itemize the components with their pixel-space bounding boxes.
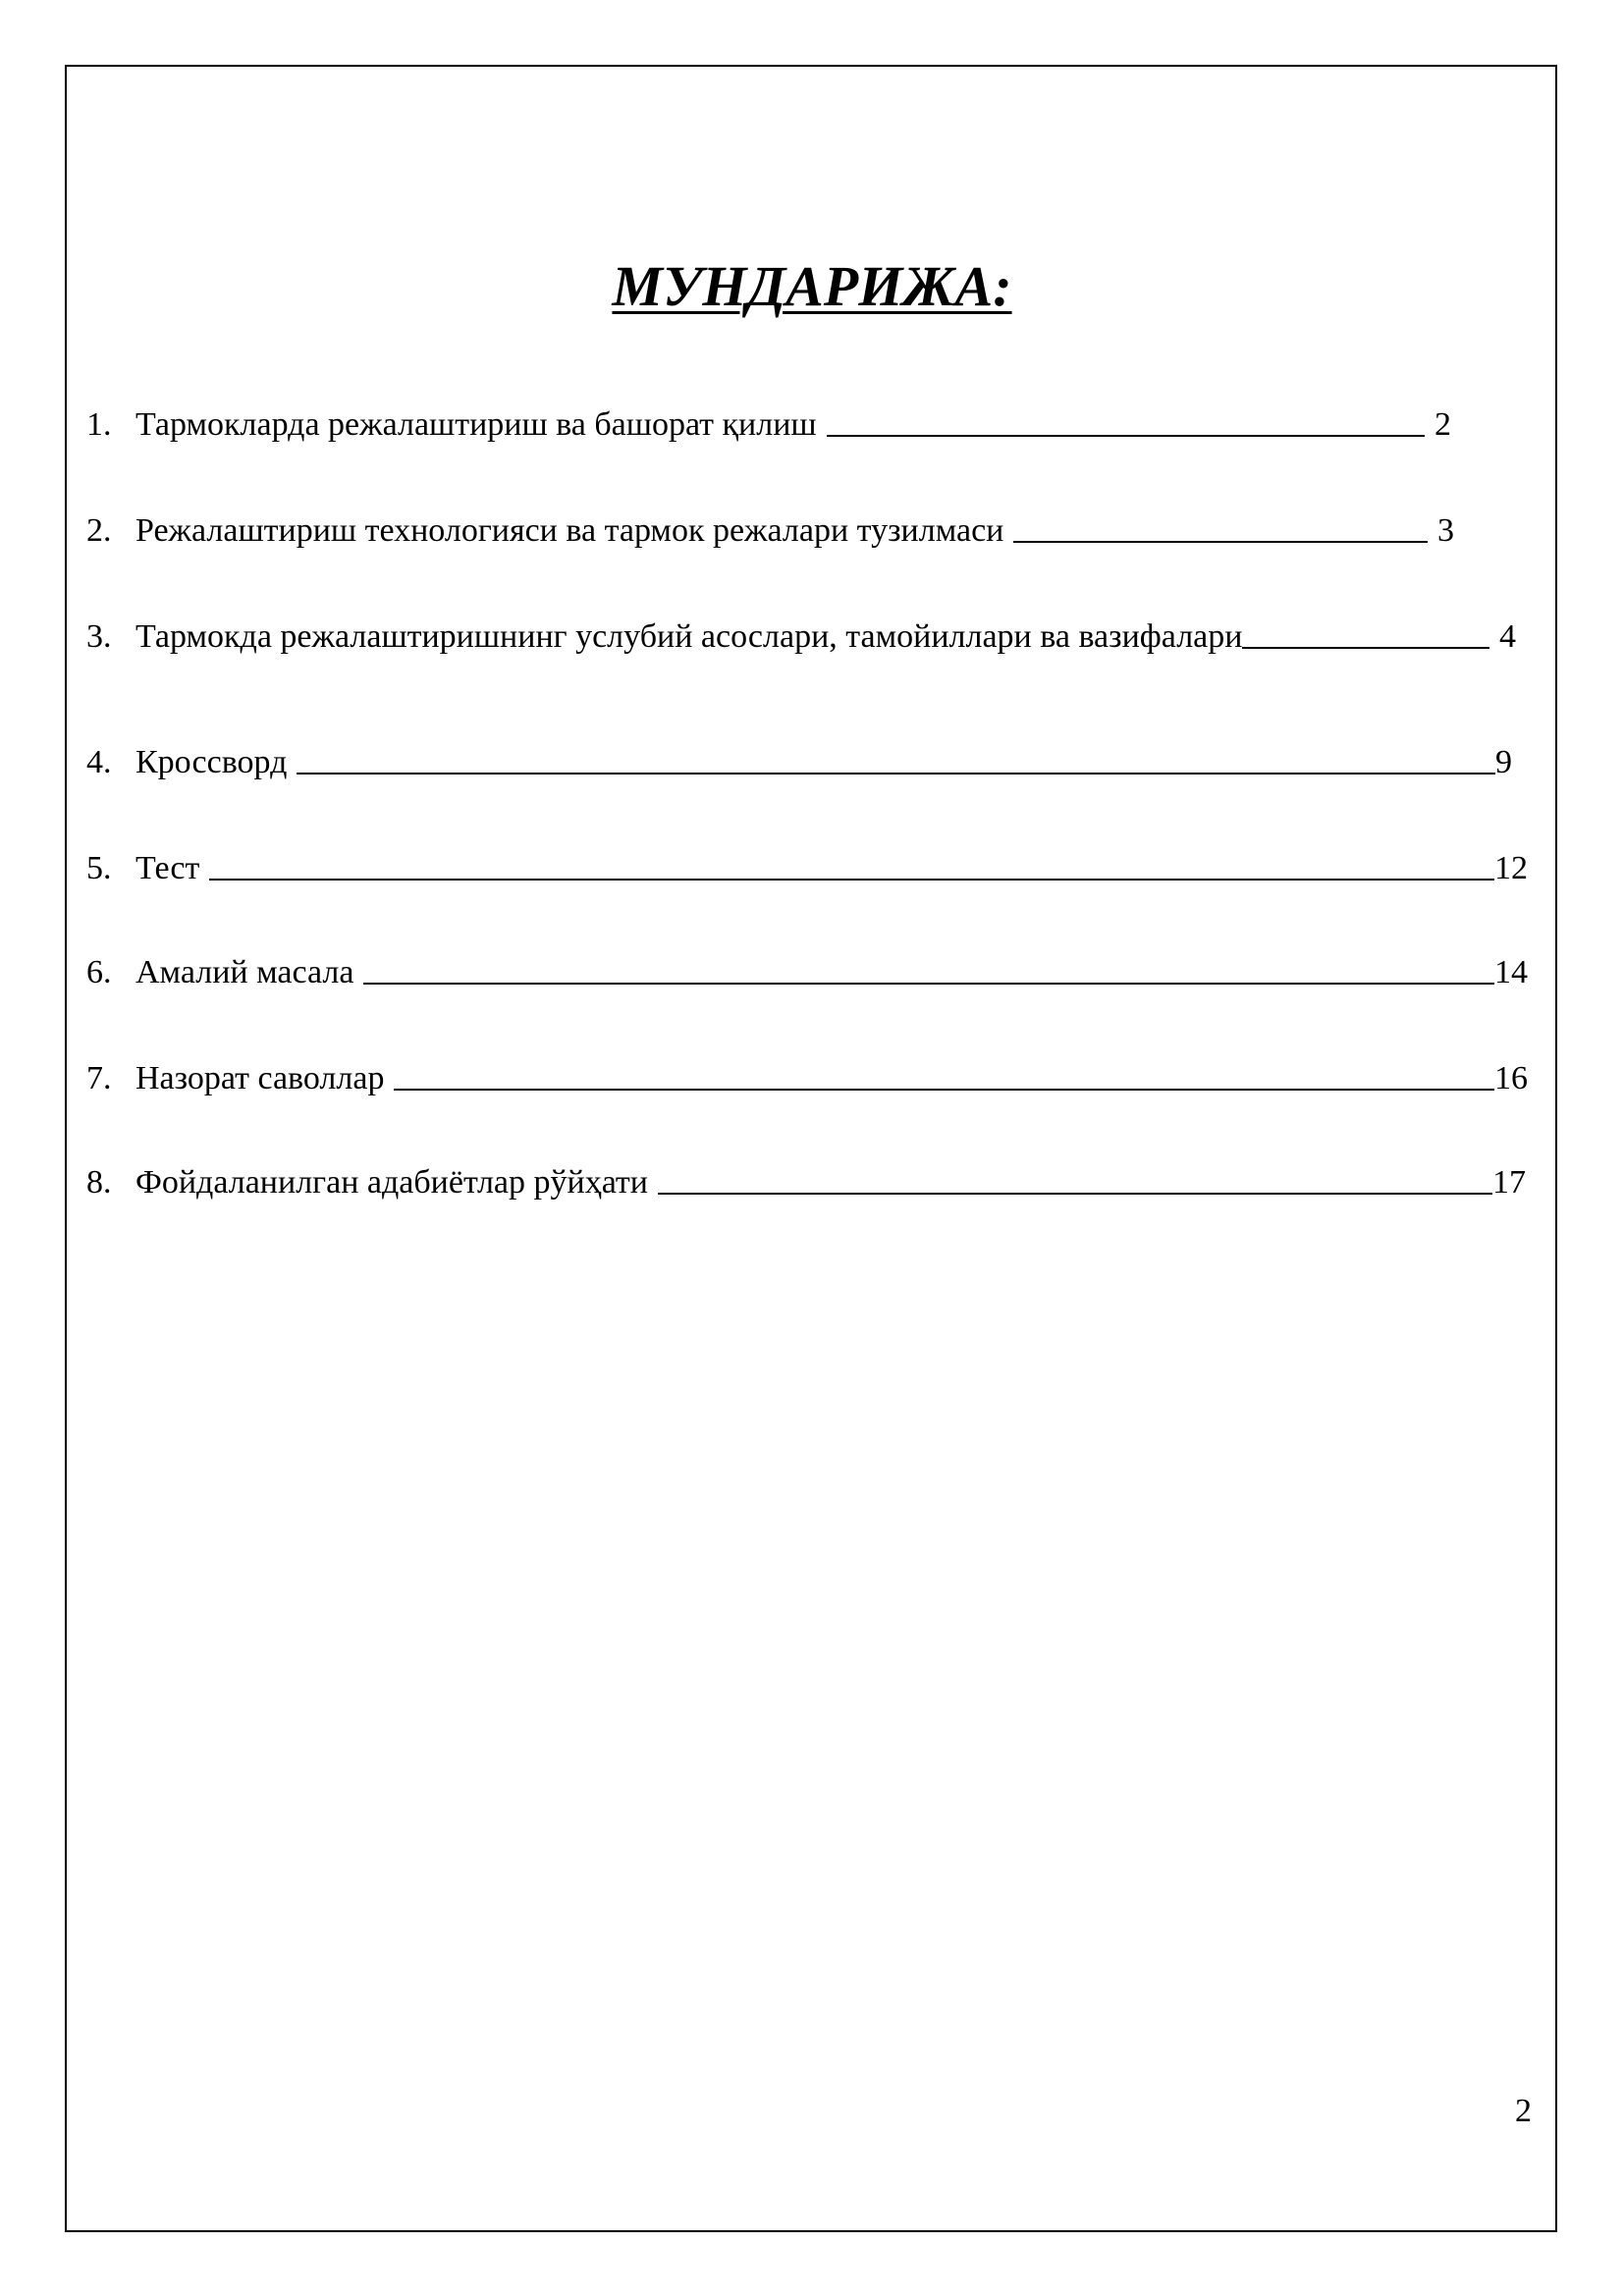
toc-item-number: 3. <box>86 618 112 655</box>
toc-item-page: 14 <box>1494 954 1528 990</box>
toc-item-title: Назорат саволлар <box>135 1060 385 1096</box>
toc-leader-line <box>658 1193 1492 1195</box>
toc-leader-line <box>363 983 1494 985</box>
toc-item-page: 3 <box>1437 512 1454 549</box>
toc-item-title: Амалий масала <box>135 954 354 990</box>
toc-item-title: Тест <box>135 850 200 886</box>
toc-leader-line <box>209 879 1494 881</box>
toc-item[interactable] <box>86 507 1454 556</box>
toc-item[interactable] <box>86 1158 1526 1207</box>
toc-item[interactable] <box>86 613 1516 662</box>
toc-leader-line <box>297 773 1495 774</box>
toc-item-title: Кроссворд <box>135 744 288 780</box>
toc-item-title: Тармокда режалаштиришнинг услубий асослари, тамойиллари ва вазифалари <box>135 618 1243 655</box>
toc-item-page: 17 <box>1492 1164 1526 1201</box>
page-number: 2 <box>1515 2093 1532 2129</box>
toc-leader-line <box>1013 541 1428 543</box>
toc-item-number: 1. <box>86 406 112 443</box>
toc-item-page: 16 <box>1494 1060 1528 1096</box>
toc-item-number: 7. <box>86 1060 112 1096</box>
toc-item-page: 2 <box>1435 406 1451 443</box>
toc-item-page: 9 <box>1495 744 1512 780</box>
toc-title: МУНДАРИЖА: <box>612 254 1012 318</box>
toc-item[interactable] <box>86 948 1528 997</box>
toc-item[interactable] <box>86 1054 1528 1103</box>
toc-item-page: 4 <box>1499 618 1516 655</box>
toc-item-title: Фойдаланилган адабиётлар рўйҳати <box>135 1164 648 1201</box>
toc-leader-line <box>827 435 1425 437</box>
toc-item-number: 5. <box>86 850 112 886</box>
toc-item-page: 12 <box>1494 850 1528 886</box>
toc-item-number: 2. <box>86 512 112 549</box>
toc-item-title: Режалаштириш технологияси ва тармок режалари тузилмаси <box>135 512 1004 549</box>
toc-item[interactable] <box>86 844 1528 893</box>
toc-leader-line <box>1242 647 1489 649</box>
toc-item-number: 6. <box>86 954 112 990</box>
toc-item-title: Тармокларда режалаштириш ва башорат қилиш <box>135 406 817 443</box>
toc-item[interactable] <box>86 400 1451 450</box>
toc-leader-line <box>394 1089 1494 1091</box>
toc-item-number: 8. <box>86 1164 112 1201</box>
toc-item-number: 4. <box>86 744 112 780</box>
toc-item[interactable] <box>86 738 1512 787</box>
